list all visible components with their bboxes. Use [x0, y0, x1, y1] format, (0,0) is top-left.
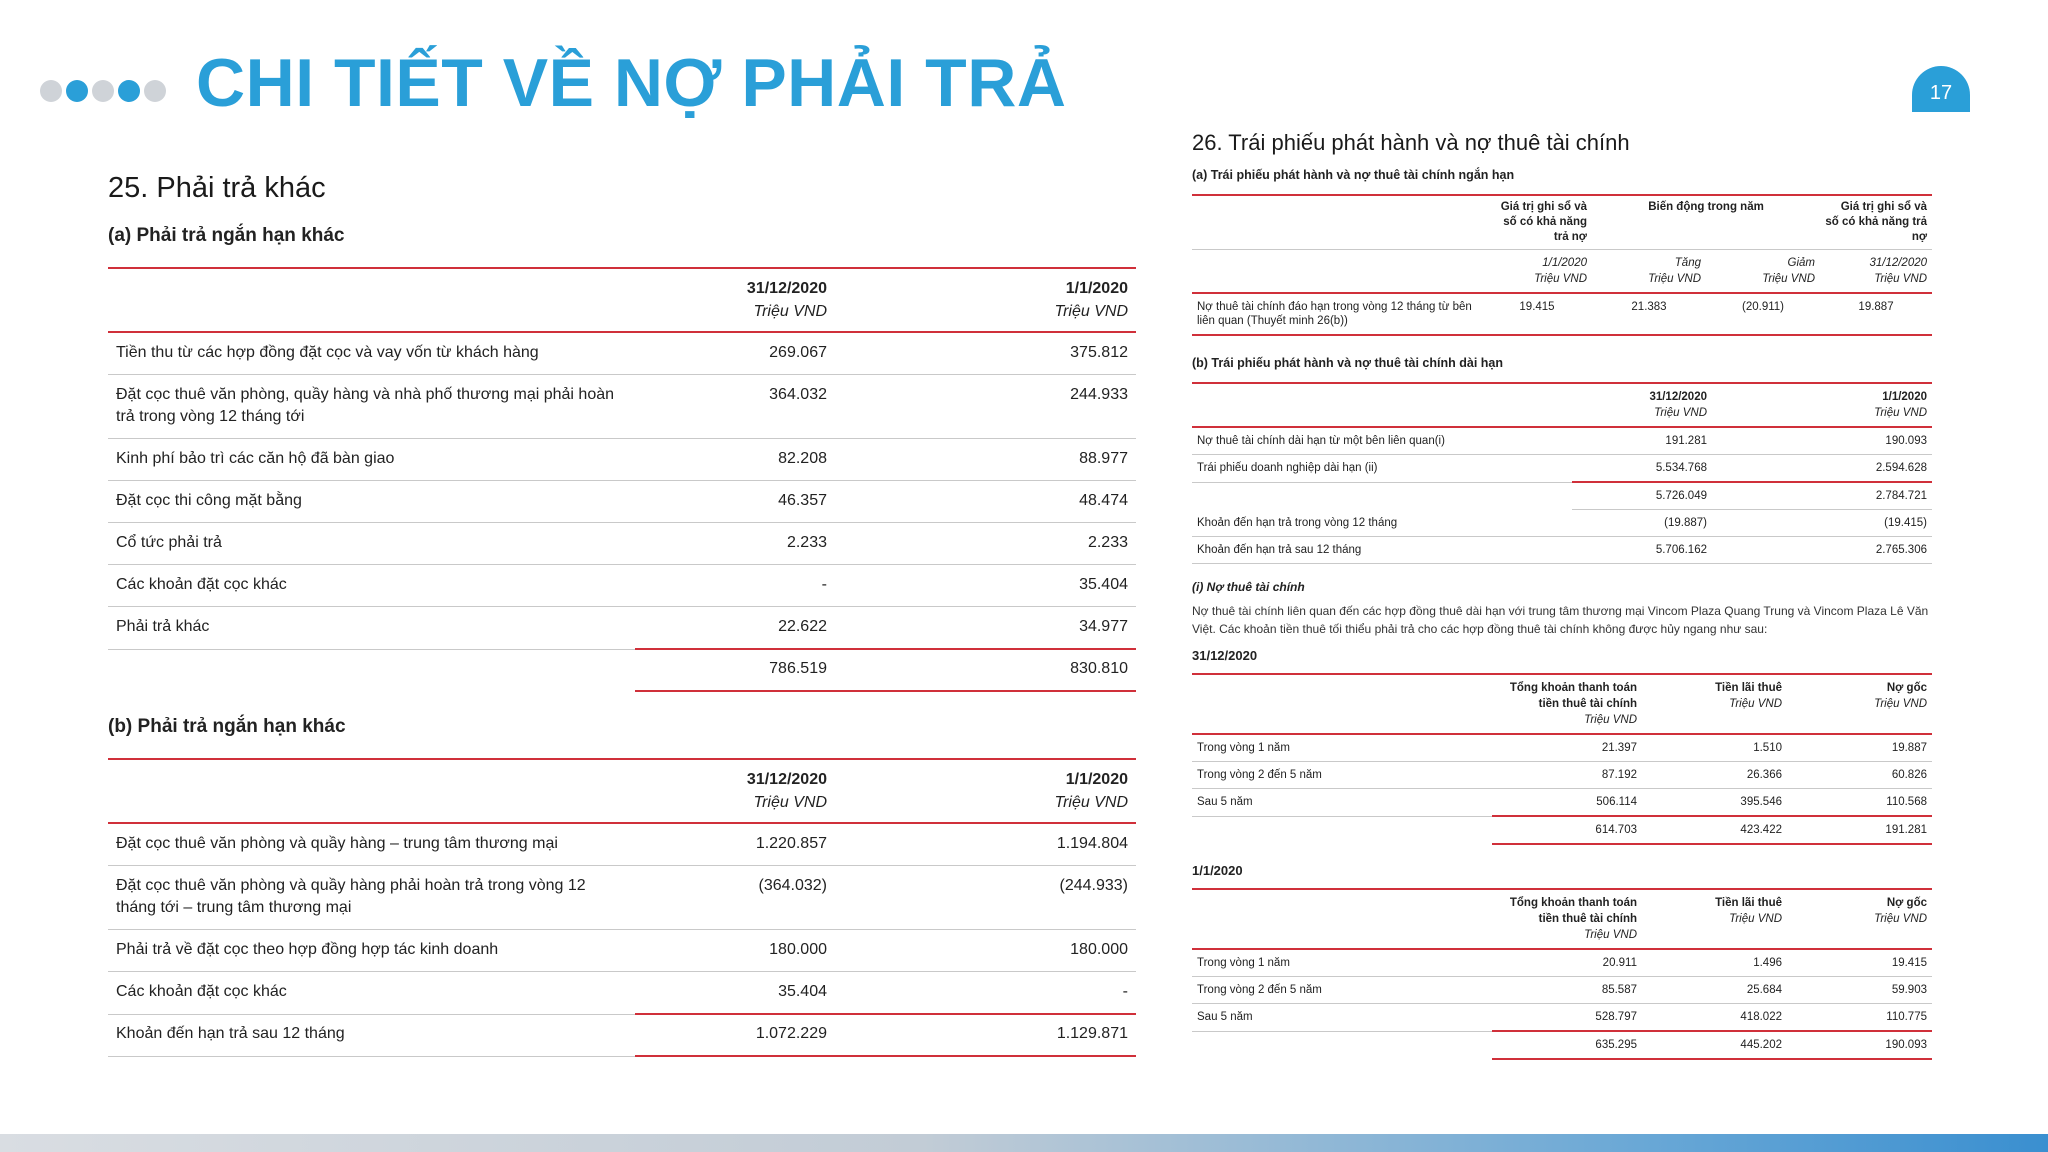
row-value: (244.933): [1059, 877, 1128, 894]
row-value: 2.594.628: [1875, 462, 1927, 474]
table-subtotal-row: [1192, 482, 1932, 510]
total-value: 1.072.229: [635, 1014, 835, 1056]
col-header: Nợ gốc: [1886, 682, 1927, 694]
col-date: 1/1/2020: [1882, 391, 1927, 403]
col-unit: Triệu VND: [1584, 714, 1637, 726]
table-row: [108, 823, 1136, 866]
col-header: Giá trị ghi sổ và số có khả năng trả nợ: [1825, 201, 1928, 243]
row-value: 35.404: [778, 983, 827, 1000]
row-value: (19.415): [1884, 517, 1927, 529]
col-unit: Triệu VND: [1874, 698, 1927, 710]
row-value: 110.568: [1886, 796, 1927, 808]
total-value: 786.519: [635, 649, 835, 691]
row-value: 34.977: [1079, 618, 1128, 635]
lease-table-2019: [1192, 888, 1932, 1060]
row-value: 2.765.306: [1875, 544, 1927, 556]
row-value: 88.977: [1079, 450, 1128, 467]
dot-4: [118, 80, 140, 102]
note-i-text: Nợ thuê tài chính liên quan đến các hợp đồng thuê dài hạn với trung tâm thương mại Vincom Plaza Quang Trung và Vincom Plaza Lê Văn Việt. Các khoản tiền thuê tối thiểu phải trả cho các hợp đồng thuê tài chính không được hủy ngang như sau:: [1192, 604, 1929, 636]
row-value: 82.208: [778, 450, 827, 467]
col-date: 31/12/2020: [746, 771, 827, 788]
table-row: [1192, 1004, 1932, 1032]
table-26b-title: (b) Trái phiếu phát hành và nợ thuê tài chính dài hạn: [1192, 356, 1503, 370]
row-value: 506.114: [1596, 796, 1637, 808]
table-row: [1192, 789, 1932, 817]
table-26a-title: (a) Trái phiếu phát hành và nợ thuê tài chính ngắn hạn: [1192, 168, 1515, 182]
row-label: Sau 5 năm: [1197, 796, 1253, 808]
table-header-row: [108, 268, 1136, 332]
col-unit: Triệu VND: [1729, 698, 1782, 710]
row-value: 46.357: [778, 492, 827, 509]
row-value: (364.032): [758, 877, 827, 894]
row-value: 19.887: [1891, 742, 1927, 754]
row-value: -: [821, 576, 827, 593]
sub-col-label: Tăng: [1674, 257, 1701, 269]
row-value: 85.587: [1601, 984, 1637, 996]
row-value: (19.887): [1664, 517, 1707, 529]
col-unit: Triệu VND: [753, 303, 827, 320]
row-label: Đặt cọc thi công mặt bằng: [116, 492, 302, 509]
table-row: [108, 523, 1136, 565]
table-total-row: [108, 649, 1136, 691]
table-row: [108, 375, 1136, 439]
row-value: 2.233: [1087, 534, 1128, 551]
table-row: [1192, 762, 1932, 789]
table-header-row: [1192, 383, 1932, 427]
dot-2: [66, 80, 88, 102]
row-value: 180.000: [769, 941, 827, 958]
row-label: Đặt cọc thuê văn phòng, quầy hàng và nhà phố thương mại phải hoàn trả trong vòng 12 tháng tới: [116, 386, 615, 425]
total-value: 1.129.871: [835, 1014, 1136, 1056]
col-unit: Triệu VND: [1648, 273, 1701, 285]
table-row: [1192, 427, 1932, 455]
col-header: Tiền lãi thuê: [1715, 897, 1782, 909]
note-i-title: (i) Nợ thuê tài chính: [1192, 580, 1305, 594]
row-value: 190.093: [1885, 435, 1927, 447]
row-value: 110.775: [1886, 1011, 1927, 1023]
col-unit: Triệu VND: [1584, 929, 1637, 941]
row-value: 528.797: [1595, 1011, 1637, 1023]
row-value: 20.911: [1602, 957, 1637, 969]
table-26b: [1192, 382, 1932, 564]
row-value: 1.220.857: [755, 835, 827, 852]
total-value: 423.422: [1642, 816, 1787, 844]
row-label: Các khoản đặt cọc khác: [116, 576, 287, 593]
dot-5: [144, 80, 166, 102]
table-row: [108, 607, 1136, 650]
table-row: [1192, 293, 1932, 335]
row-label: Khoản đến hạn trả sau 12 tháng: [116, 1024, 345, 1042]
total-value: 191.281: [1787, 816, 1932, 844]
table-header-row: [1192, 889, 1932, 949]
row-label: Trong vòng 2 đến 5 năm: [1197, 769, 1322, 781]
row-value: 21.397: [1601, 742, 1637, 754]
row-value: 1.510: [1753, 742, 1782, 754]
row-value: 19.415: [1891, 957, 1927, 969]
table-row: [1192, 734, 1932, 762]
table-25a: [108, 267, 1136, 692]
sub-col-label: 31/12/2020: [1869, 257, 1928, 269]
col-unit: Triệu VND: [1729, 913, 1782, 925]
table-row: [108, 481, 1136, 523]
row-value: 269.067: [769, 344, 827, 361]
table-row: [1192, 949, 1932, 977]
section-25-title: 25. Phải trả khác: [108, 172, 326, 204]
row-label: Nợ thuê tài chính dài hạn từ một bên liên quan(i): [1197, 435, 1445, 447]
row-label: Sau 5 năm: [1197, 1011, 1253, 1023]
row-label: Phải trả về đặt cọc theo hợp đồng hợp tác kinh doanh: [116, 941, 499, 958]
col-unit: Triệu VND: [1874, 913, 1927, 925]
lease-table-2020: [1192, 673, 1932, 845]
col-unit: Triệu VND: [1874, 407, 1927, 419]
table-row: [1192, 977, 1932, 1004]
subtotal-value: 5.726.049: [1572, 482, 1712, 510]
row-value: 191.281: [1665, 435, 1707, 447]
row-label: Các khoản đặt cọc khác: [116, 983, 287, 1000]
col-header: Tổng khoản thanh toán tiền thuê tài chính: [1509, 897, 1637, 925]
row-value: 21.383: [1631, 301, 1667, 313]
sub-col-label: 1/1/2020: [1542, 257, 1587, 269]
table-row: [1192, 455, 1932, 483]
row-value: 180.000: [1070, 941, 1128, 958]
col-date: 31/12/2020: [746, 280, 827, 297]
dot-3: [92, 80, 114, 102]
row-label: Tiền thu từ các hợp đồng đặt cọc và vay vốn từ khách hàng: [116, 344, 539, 361]
row-value: 26.366: [1746, 769, 1782, 781]
row-value: 375.812: [1070, 344, 1128, 361]
row-label: Nợ thuê tài chính đáo hạn trong vòng 12 tháng từ bên liên quan (Thuyết minh 26(b)): [1197, 301, 1472, 327]
table-header-row: [1192, 674, 1932, 734]
row-value: 48.474: [1079, 492, 1128, 509]
table-row: [108, 439, 1136, 481]
table-row: [1192, 510, 1932, 537]
row-label: Khoản đến hạn trả trong vòng 12 tháng: [1197, 516, 1398, 529]
row-value: 22.622: [778, 618, 827, 635]
table-total-row: [1192, 816, 1932, 844]
row-value: 35.404: [1079, 576, 1128, 593]
row-value: 5.706.162: [1655, 544, 1707, 556]
row-value: (20.911): [1742, 301, 1784, 313]
col-unit: Triệu VND: [1054, 794, 1128, 811]
row-value: -: [1122, 983, 1128, 1000]
sub-col-label: Giảm: [1787, 257, 1816, 269]
lease-date-2020: 31/12/2020: [1192, 648, 1258, 663]
dot-1: [40, 80, 62, 102]
col-date: 31/12/2020: [1649, 391, 1707, 403]
table-row: [1192, 537, 1932, 564]
col-unit: Triệu VND: [753, 794, 827, 811]
col-unit: Triệu VND: [1654, 407, 1707, 419]
row-label: Trong vòng 1 năm: [1197, 957, 1290, 969]
table-header-row: [1192, 195, 1932, 250]
row-label: Trong vòng 2 đến 5 năm: [1197, 984, 1322, 996]
table-row: [108, 866, 1136, 930]
col-unit: Triệu VND: [1762, 273, 1816, 285]
row-value: 60.826: [1891, 769, 1927, 781]
total-value: 190.093: [1787, 1031, 1932, 1059]
lease-date-2019: 1/1/2020: [1192, 863, 1243, 878]
col-header: Biến động trong năm: [1648, 201, 1764, 213]
table-row: [108, 930, 1136, 972]
row-label: Trong vòng 1 năm: [1197, 742, 1290, 754]
section-26: [1192, 130, 1932, 1060]
row-label: Khoản đến hạn trả sau 12 tháng: [1197, 544, 1362, 556]
row-label: Phải trả khác: [116, 618, 210, 635]
row-value: 1.194.804: [1056, 835, 1128, 852]
row-value: 244.933: [1070, 386, 1128, 403]
col-date: 1/1/2020: [1065, 771, 1128, 788]
row-value: 59.903: [1891, 984, 1927, 996]
col-unit: Triệu VND: [1054, 303, 1128, 320]
subtotal-value: 2.784.721: [1712, 482, 1932, 510]
table-total-row: [108, 1014, 1136, 1056]
row-label: Kinh phí bảo trì các căn hộ đã bàn giao: [116, 450, 395, 467]
total-value: 635.295: [1492, 1031, 1642, 1059]
row-label: Đặt cọc thuê văn phòng và quầy hàng phải hoàn trả trong vòng 12 tháng tới – trung tâm thương mại: [116, 877, 586, 916]
col-unit: Triệu VND: [1874, 273, 1928, 285]
table-row: [108, 565, 1136, 607]
page-number-badge: 17: [1912, 66, 1970, 112]
total-value: 445.202: [1642, 1031, 1787, 1059]
total-value: 614.703: [1492, 816, 1642, 844]
row-value: 2.233: [786, 534, 827, 551]
row-value: 5.534.768: [1655, 462, 1707, 474]
table-unit-row: [1192, 250, 1932, 294]
row-label: Đặt cọc thuê văn phòng và quầy hàng – trung tâm thương mại: [116, 835, 558, 852]
page-title: CHI TIẾT VỀ NỢ PHẢI TRẢ: [196, 45, 1067, 121]
table-header-row: [108, 759, 1136, 823]
row-value: 1.496: [1753, 957, 1782, 969]
table-25b: [108, 758, 1136, 1057]
table-b-title: (b) Phải trả ngắn hạn khác: [108, 716, 346, 737]
table-row: [108, 332, 1136, 375]
col-header: Tiền lãi thuê: [1715, 682, 1782, 694]
row-value: 19.887: [1858, 301, 1894, 313]
col-header: Nợ gốc: [1886, 897, 1927, 909]
col-date: 1/1/2020: [1065, 280, 1128, 297]
row-value: 395.546: [1740, 796, 1782, 808]
col-unit: Triệu VND: [1534, 273, 1587, 285]
row-value: 25.684: [1746, 984, 1782, 996]
row-value: 418.022: [1740, 1011, 1782, 1023]
row-value: 364.032: [769, 386, 827, 403]
row-value: 87.192: [1601, 769, 1637, 781]
col-header: Tổng khoản thanh toán tiền thuê tài chính: [1509, 682, 1637, 710]
row-label: Cổ tức phải trả: [116, 534, 222, 551]
slide-dots-decoration: [40, 78, 172, 104]
total-value: 830.810: [835, 649, 1136, 691]
section-26-title: 26. Trái phiếu phát hành và nợ thuê tài chính: [1192, 130, 1630, 155]
table-total-row: [1192, 1031, 1932, 1059]
footer-gradient-bar: [0, 1134, 2048, 1152]
table-row: [108, 972, 1136, 1015]
row-label: Trái phiếu doanh nghiệp dài hạn (ii): [1197, 462, 1378, 474]
table-26a: [1192, 194, 1932, 336]
row-value: 19.415: [1519, 301, 1555, 313]
section-25: [108, 172, 1136, 1057]
table-a-title: (a) Phải trả ngắn hạn khác: [108, 225, 345, 246]
col-header: Giá trị ghi sổ và số có khả năng trả nợ: [1500, 201, 1587, 243]
